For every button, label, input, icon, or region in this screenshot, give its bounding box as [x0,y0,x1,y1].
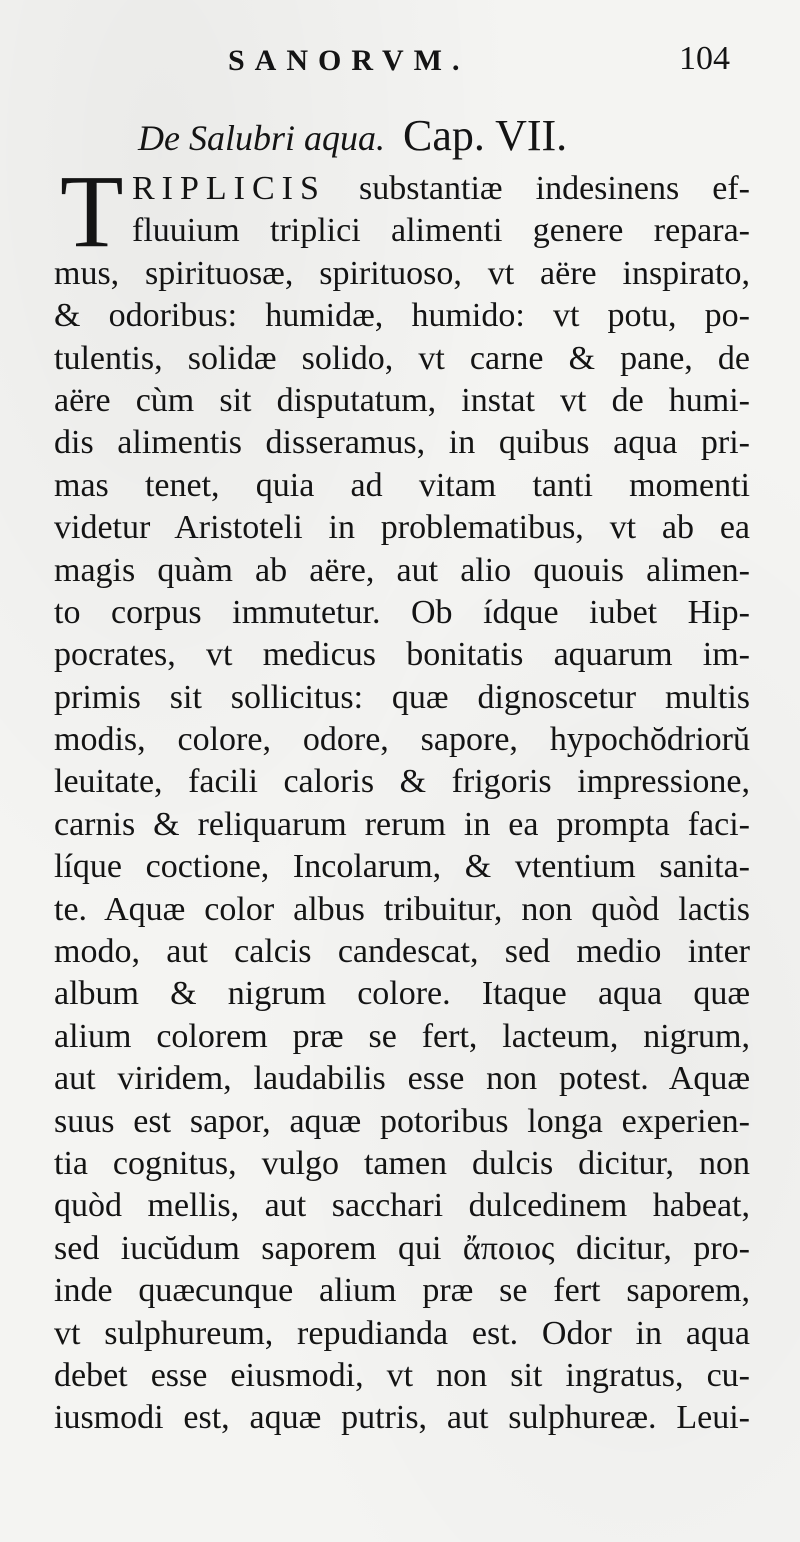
text-line: líque coctione, Incolarum, & vtentium sanita- [54,848,750,886]
chapter-number: Cap. VII. [403,111,568,160]
text-line-content: substantiæ indesinens ef- [359,170,750,207]
text-line: debet esse eiusmodi, vt non sit ingratus, cu- [54,1356,750,1394]
text-line: sed iucŭdum saporem qui ἄποιος dicitur, pro- [54,1229,750,1267]
text-line: modo, aut calcis candescat, sed medio inter [54,933,750,971]
text-line: dis alimentis disseramus, in quibus aqua pri- [54,424,750,462]
text-line: & odoribus: humidæ, humido: vt potu, po- [54,297,750,335]
text-line: iusmodi est, aquæ putris, aut sulphureæ. Leui- [54,1399,750,1437]
text-line: inde quæcunque alium præ se fert saporem, [54,1272,750,1310]
text-line: mus, spirituosæ, spirituoso, vt aëre inspirato, [54,254,750,292]
running-title: SANORVM. [228,44,470,77]
text-line: vt sulphureum, repudianda est. Odor in aqua [54,1314,750,1352]
text-line: aut viridem, laudabilis esse non potest. Aquæ [54,1060,750,1098]
text-line: album & nigrum colore. Itaque aqua quæ [54,975,750,1013]
body-text [54,154,750,1440]
text-line: modis, colore, odore, sapore, hypochŏdriorŭ [54,721,750,759]
text-line: leuitate, facili caloris & frigoris impressione, [54,763,750,801]
text-line: alium colorem præ se fert, lacteum, nigrum, [54,1017,750,1055]
page-number: 104 [679,40,730,77]
text-line: primis sit sollicitus: quæ dignoscetur multis [54,678,750,716]
text-line: carnis & reliquarum rerum in ea prompta faci- [54,805,750,843]
text-line: tulentis, solidæ solido, vt carne & pane, de [54,339,750,377]
opening-word: RIPLICIS [132,170,326,207]
chapter-heading [138,110,738,170]
text-line: pocrates, vt medicus bonitatis aquarum im- [54,636,750,674]
text-line: te. Aquæ color albus tribuitur, non quòd lactis [54,890,750,928]
text-line: quòd mellis, aut sacchari dulcedinem habeat, [54,1187,750,1225]
text-line: magis quàm ab aëre, aut alio quouis alimen- [54,551,750,589]
text-line [132,168,750,210]
text-line: tia cognitus, vulgo tamen dulcis dicitur, non [54,1144,750,1182]
chapter-title: De Salubri aqua. [138,118,385,158]
text-line: videtur Aristoteli in problematibus, vt ab ea [54,509,750,547]
drop-cap: T [60,154,124,269]
text-line: suus est sapor, aquæ potoribus longa experien- [54,1102,750,1140]
running-head [0,38,800,88]
text-line: to corpus immutetur. Ob ídque iubet Hip- [54,593,750,631]
text-line: aëre cùm sit disputatum, instat vt de humi- [54,381,750,419]
text-line: fluuium triplici alimenti genere repara- [132,212,750,250]
text-line: mas tenet, quia ad vitam tanti momenti [54,466,750,504]
